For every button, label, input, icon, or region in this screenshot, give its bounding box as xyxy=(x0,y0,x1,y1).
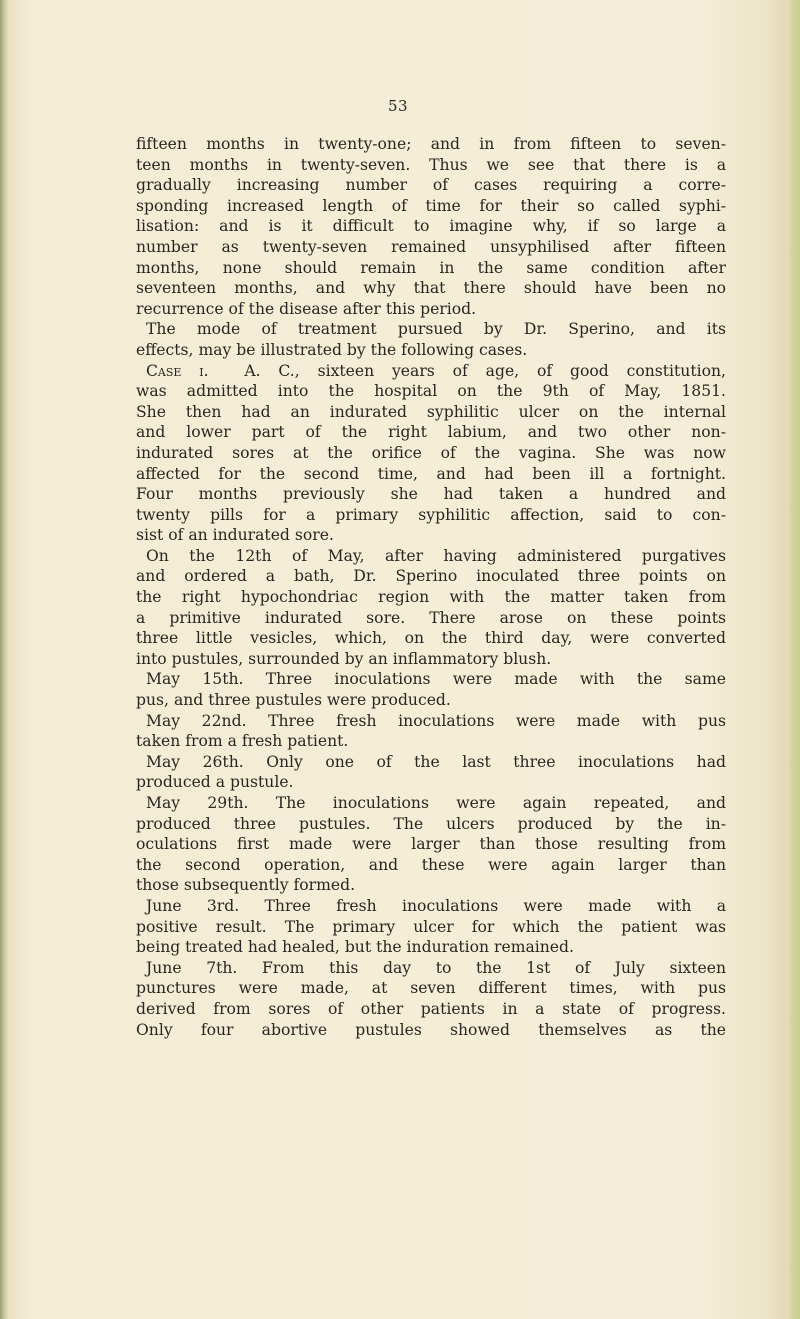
text-line: May 15th. Three inoculations were made with the same xyxy=(146,670,726,689)
text-line: recurrence of the disease after this period. xyxy=(136,299,477,318)
text-line: June 7th. From this day to the 1st of July sixteen xyxy=(146,958,726,977)
text-line: affected for the second time, and had been ill a fortnight. xyxy=(136,464,726,483)
text-line: number as twenty-seven remained unsyphilised after fifteen xyxy=(136,237,726,256)
case-label: Case i. xyxy=(146,361,209,380)
text-line: being treated had healed, but the induration remained. xyxy=(136,938,574,957)
text-line: A. C., sixteen years of age, of good constitution, xyxy=(244,361,726,380)
text-line: punctures were made, at seven different times, with pus xyxy=(136,979,726,998)
text-line: teen months in twenty-seven. Thus we see that there is a xyxy=(136,155,726,174)
text-line: and ordered a bath, Dr. Sperino inoculated three points on xyxy=(136,567,726,586)
text-line: On the 12th of May, after having administered purgatives xyxy=(146,546,726,565)
text-line: three little vesicles, which, on the third day, were converted xyxy=(136,629,726,648)
text-line: and lower part of the right labium, and two other non- xyxy=(136,423,726,442)
text-line: derived from sores of other patients in a state of progress. xyxy=(136,999,726,1018)
text-line: fifteen months in twenty-one; and in from fifteen to seven- xyxy=(136,135,726,153)
text-line: May 22nd. Three fresh inoculations were made with pus xyxy=(146,711,726,730)
text-line: lisation: and is it difficult to imagine why, if so large a xyxy=(136,217,726,236)
text-line: indurated sores at the orifice of the vagina. She was now xyxy=(136,443,726,462)
text-line: months, none should remain in the same condition after xyxy=(136,258,726,277)
text-line: the second operation, and these were again larger than xyxy=(136,855,726,874)
page-right-edge xyxy=(786,0,800,1319)
text-line: into pustules, surrounded by an inflammatory blush. xyxy=(136,649,552,668)
text-line: Only four abortive pustules showed themselves as the xyxy=(136,1020,726,1039)
text-line: produced a pustule. xyxy=(136,773,294,792)
text-line: those subsequently formed. xyxy=(136,876,356,895)
page-left-edge xyxy=(0,0,8,1319)
text-line: produced three pustules. The ulcers produced by the in- xyxy=(136,814,726,833)
text-line: The mode of treatment pursued by Dr. Sperino, and its xyxy=(146,320,726,339)
text-line: twenty pills for a primary syphilitic affection, said to con- xyxy=(136,505,726,524)
text-line: June 3rd. Three fresh inoculations were made with a xyxy=(146,896,726,915)
text-line: the right hypochondriac region with the matter taken from xyxy=(136,588,726,607)
text-line: a primitive indurated sore. There arose on these points xyxy=(136,608,726,627)
text-line: taken from a fresh patient. xyxy=(136,732,349,751)
text-line: oculations first made were larger than those resulting from xyxy=(136,835,726,854)
text-line: gradually increasing number of cases requiring a corre- xyxy=(136,176,726,195)
text-line: May 29th. The inoculations were again repeated, and xyxy=(146,794,726,812)
text-line: pus, and three pustules were produced. xyxy=(136,691,451,710)
text-line: was admitted into the hospital on the 9th of May, 1851. xyxy=(136,382,726,401)
page-number: 53 xyxy=(387,97,409,115)
text-line: positive result. The primary ulcer for which the patient was xyxy=(136,917,726,936)
text-line: sponding increased length of time for their so called syphi- xyxy=(136,196,726,215)
text-line: sist of an indurated sore. xyxy=(136,526,334,545)
text-line: May 26th. Only one of the last three inoculations had xyxy=(146,752,726,771)
text-line: She then had an indurated syphilitic ulcer on the internal xyxy=(136,402,726,421)
text-line: Four months previously she had taken a hundred and xyxy=(136,485,726,504)
text-line: effects, may be illustrated by the following cases. xyxy=(136,340,528,359)
case-heading-line xyxy=(136,361,726,382)
body-text xyxy=(136,134,726,1040)
text-line: seventeen months, and why that there should have been no xyxy=(136,279,726,298)
